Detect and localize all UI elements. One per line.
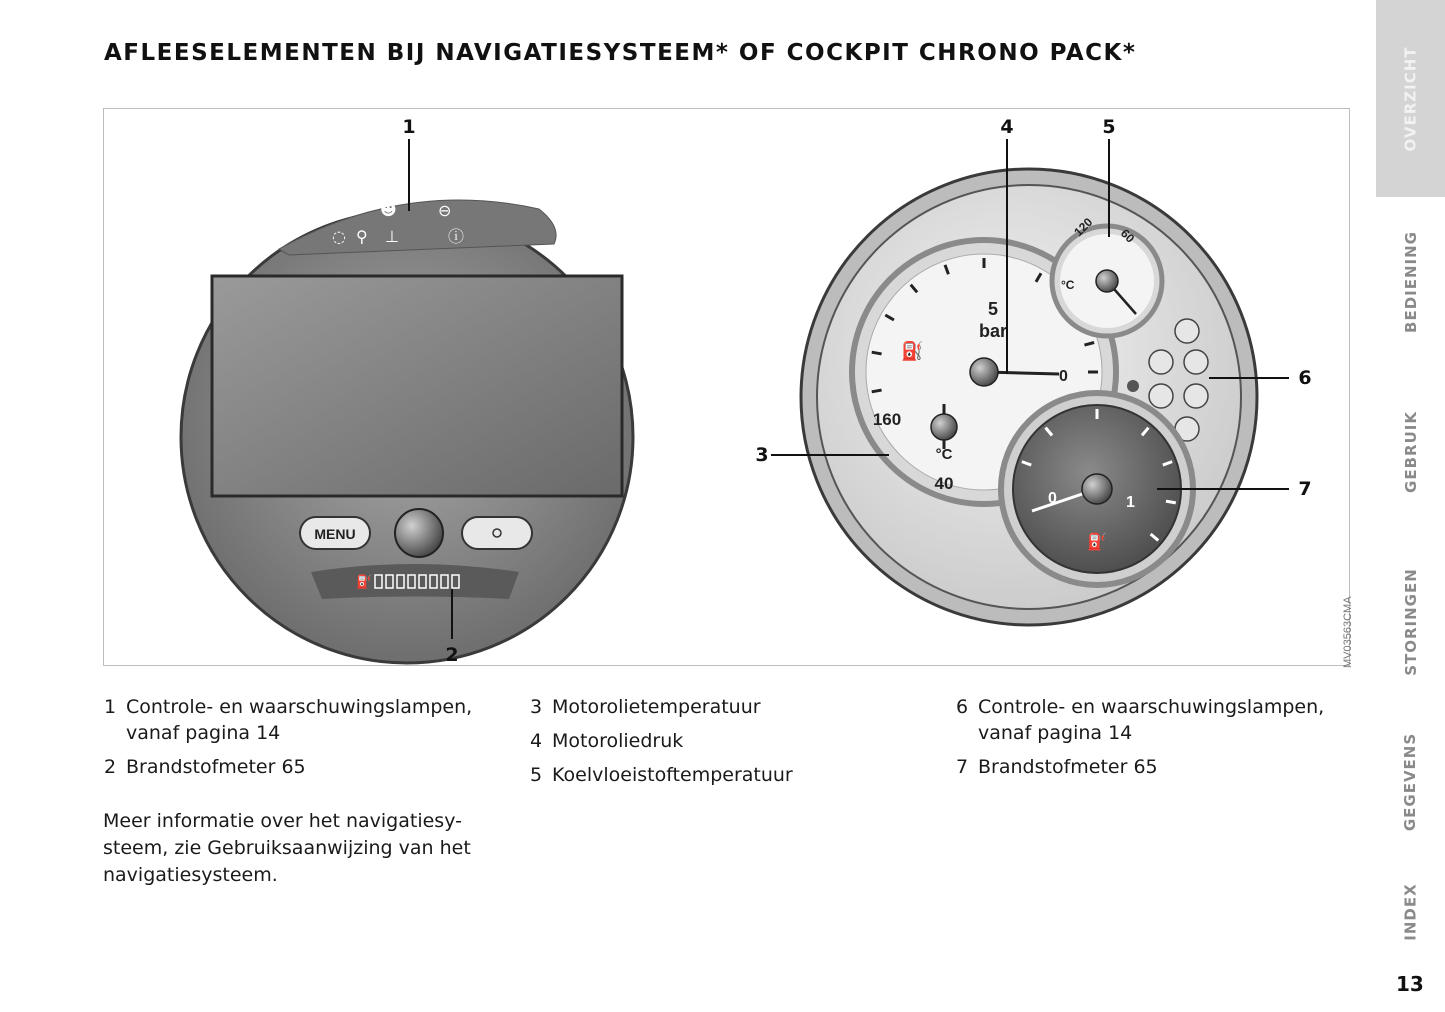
- tab-storingen[interactable]: [1376, 537, 1445, 707]
- svg-text:⚲: ⚲: [356, 227, 368, 246]
- menu-label: MENU: [314, 526, 356, 542]
- legend-number: 4: [530, 730, 543, 752]
- fuel-full: 1: [1126, 494, 1135, 511]
- legend-number: 3: [530, 696, 543, 718]
- legend-item: [956, 694, 1356, 746]
- legend-number: 5: [530, 764, 543, 786]
- section-tabs: [1376, 0, 1445, 1012]
- oil-pressure-unit: bar: [978, 321, 1008, 341]
- legend-item: [104, 754, 504, 780]
- instrument-figure: [103, 108, 1350, 666]
- oil-temp-max: 160: [872, 410, 902, 429]
- callout-1: 1: [402, 116, 416, 138]
- legend-column-2: [530, 694, 910, 796]
- tab-gebruik[interactable]: [1376, 367, 1445, 537]
- oil-temp-needle-hub: [931, 414, 957, 440]
- tab-label: STORINGEN: [1401, 568, 1420, 676]
- callout-3: 3: [755, 444, 769, 466]
- fuel-pump-icon: ⛽: [1087, 532, 1107, 551]
- svg-text:ⓘ: ⓘ: [448, 227, 465, 246]
- option-button: [462, 517, 532, 549]
- chrono-pack: [801, 169, 1257, 625]
- callout-2: 2: [445, 644, 459, 666]
- legend-text: Controle- en waarschuwingslampen, vanaf pagina 14: [126, 696, 473, 744]
- coolant-needle-hub: [1096, 270, 1118, 292]
- coolant-unit: °C: [1061, 278, 1075, 292]
- navigation-unit: [181, 200, 633, 663]
- indicator-lamp: [1127, 380, 1139, 392]
- callout-6: 6: [1298, 367, 1312, 389]
- legend-item: [104, 694, 504, 746]
- svg-text:◌: ◌: [332, 227, 346, 246]
- tab-label: OVERZICHT: [1401, 45, 1420, 152]
- tab-label: INDEX: [1401, 883, 1420, 941]
- legend-item: [956, 754, 1356, 780]
- callout-5: 5: [1102, 116, 1116, 138]
- tab-label: GEGEVENS: [1401, 732, 1420, 832]
- legend-item: [530, 762, 910, 788]
- fuel-needle-hub: [1082, 474, 1112, 504]
- svg-text:⊥: ⊥: [385, 227, 399, 246]
- fuel-pump-icon: ⛽: [356, 575, 373, 590]
- navigation-note: Meer informatie over het navigatiesy- steem, zie Gebruiksaanwijzing van het navigatiesysteem.: [103, 810, 471, 886]
- instrument-illustration: [104, 109, 1351, 667]
- oil-pressure-zero: 0: [1059, 368, 1068, 385]
- gauge-tick: [872, 352, 882, 354]
- oil-can-icon: ⛽: [901, 341, 924, 362]
- svg-text:☻: ☻: [380, 200, 397, 219]
- gauge-tick: [872, 390, 882, 392]
- tab-label: BEDIENING: [1401, 231, 1420, 333]
- coolant-low: 60: [1117, 226, 1138, 246]
- legend-text: Motoroliedruk: [552, 730, 684, 752]
- oil-pressure-needle-hub: [970, 358, 998, 386]
- legend-number: 7: [956, 756, 969, 778]
- tab-gegevens[interactable]: [1376, 707, 1445, 857]
- oil-pressure-value: 5: [987, 299, 999, 319]
- legend-text: Brandstofmeter 65: [978, 756, 1158, 778]
- coolant-high: 120: [1071, 215, 1096, 240]
- tab-label: GEBRUIK: [1401, 411, 1420, 493]
- legend-column-3: [956, 694, 1356, 788]
- figure-code: MV03563CMA: [1342, 596, 1354, 668]
- callout-7: 7: [1298, 478, 1312, 500]
- nav-knob: [395, 509, 443, 557]
- gauge-tick: [1166, 501, 1176, 503]
- legend-text: Koelvloeistoftemperatuur: [552, 764, 793, 786]
- nav-screen: [212, 276, 622, 496]
- legend-number: 6: [956, 696, 969, 718]
- legend-text: Brandstofmeter 65: [126, 756, 306, 778]
- svg-text:⊖: ⊖: [438, 201, 452, 220]
- tab-bediening[interactable]: [1376, 197, 1445, 367]
- legend-number: 1: [104, 696, 117, 718]
- fuel-empty: 0: [1048, 490, 1057, 507]
- legend-text: Motorolietemperatuur: [552, 696, 761, 718]
- legend-text: Controle- en waarschuwingslampen, vanaf pagina 14: [978, 696, 1325, 744]
- legend-item: [530, 694, 910, 720]
- legend-item: [530, 728, 910, 754]
- legend-number: 2: [104, 756, 117, 778]
- legend-column-1: [104, 694, 504, 788]
- oil-temp-min: 40: [934, 474, 954, 493]
- tab-overzicht[interactable]: [1376, 0, 1445, 197]
- page-number: 13: [1396, 972, 1424, 996]
- page-title: AFLEESELEMENTEN BIJ NAVIGATIESYSTEEM* OF COCKPIT CHRONO PACK*: [104, 40, 1137, 66]
- tab-index[interactable]: [1376, 857, 1445, 967]
- callout-4: 4: [1000, 116, 1014, 138]
- oil-temp-unit: °C: [935, 446, 953, 463]
